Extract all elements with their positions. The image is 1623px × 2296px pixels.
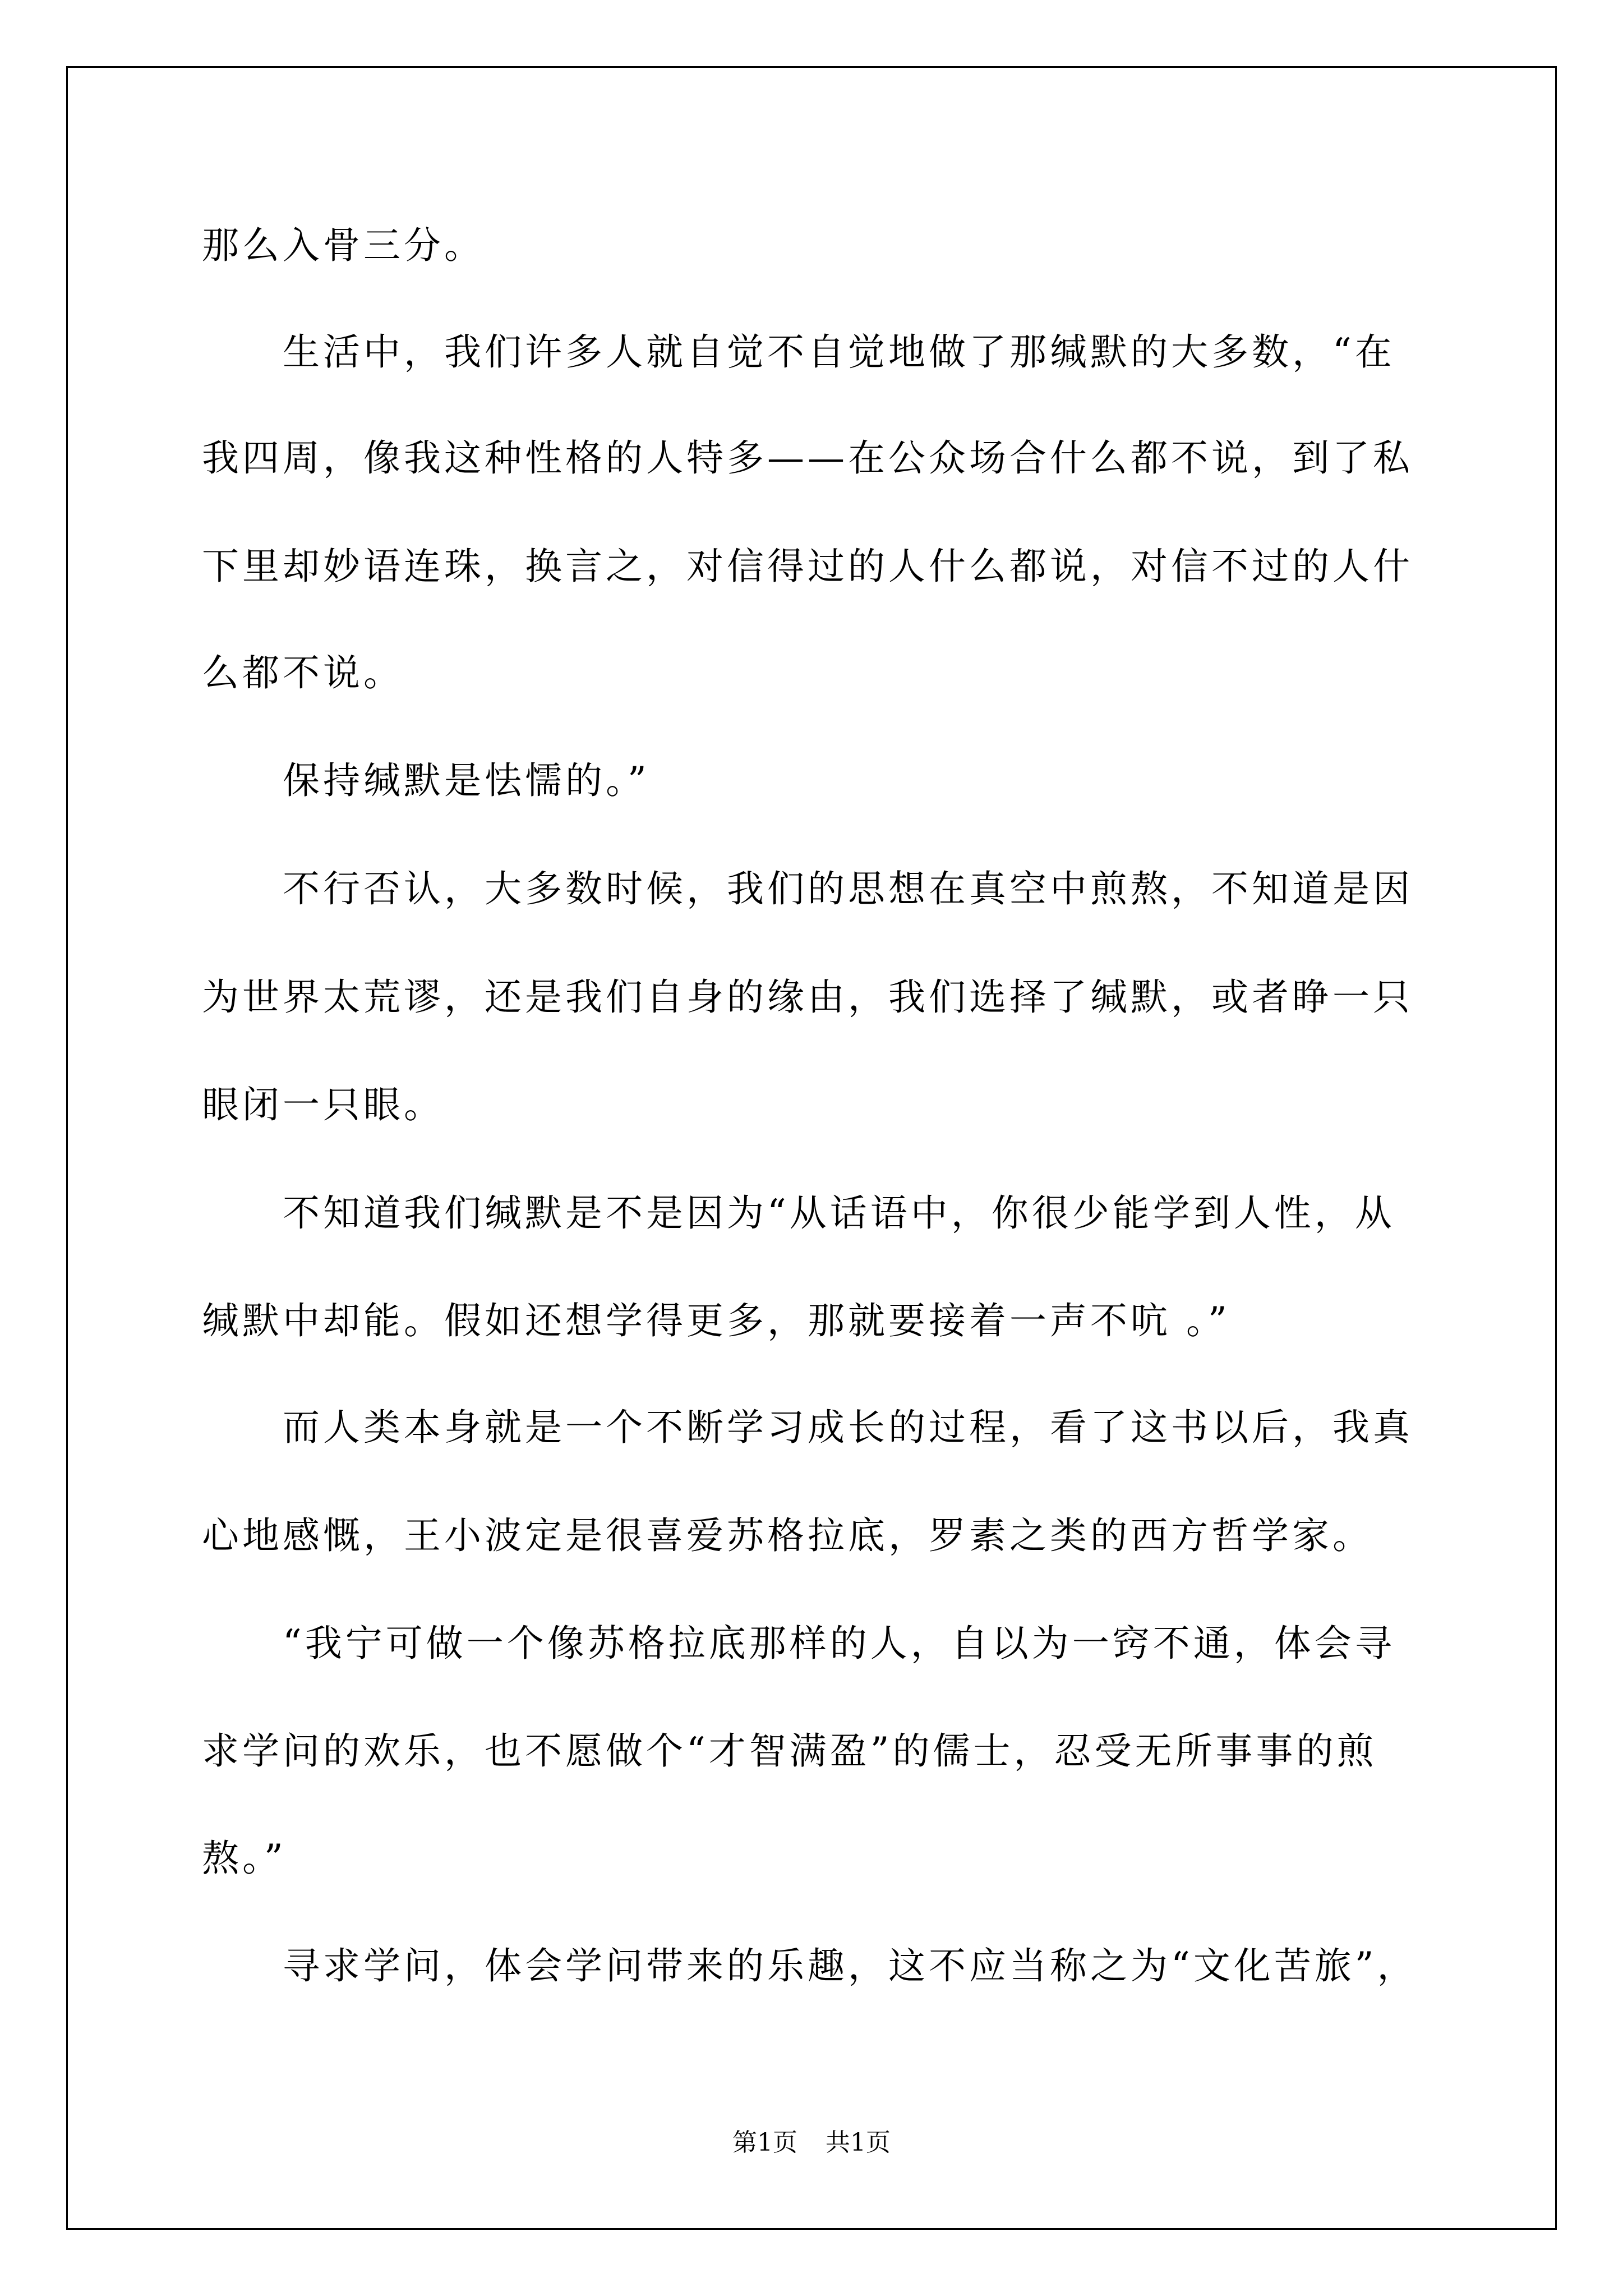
text-line: 不知道我们缄默是不是因为“从话语中，你很少能学到人性，从	[202, 1191, 1395, 1235]
text-line: 我四周，像我这种性格的人特多——在公众场合什么都不说，到了私	[202, 436, 1413, 480]
text-line: 么都不说。	[202, 651, 404, 694]
text-line: 心地感慨，王小波定是很喜爱苏格拉底，罗素之类的西方哲学家。	[202, 1514, 1373, 1557]
page-number-total: 共1页	[826, 2128, 891, 2157]
text-line: 寻求学问，体会学问带来的乐趣，这不应当称之为“文化苦旅”，	[202, 1944, 1418, 1987]
page-footer	[0, 2126, 1623, 2160]
text-line: 那么入骨三分。	[202, 224, 485, 267]
text-line: 生活中，我们许多人就自觉不自觉地做了那缄默的大多数，“在	[202, 330, 1395, 374]
text-line: “我宁可做一个像苏格拉底那样的人，自以为一窍不通，体会寻	[202, 1622, 1395, 1665]
text-line: 而人类本身就是一个不断学习成长的过程，看了这书以后，我真	[202, 1406, 1413, 1449]
text-line: 不行否认，大多数时候，我们的思想在真空中煎熬，不知道是因	[202, 867, 1413, 910]
text-line: 为世界太荒谬，还是我们自身的缘由，我们选择了缄默，或者睁一只	[202, 976, 1413, 1019]
text-line: 缄默中却能。假如还想学得更多，那就要接着一声不吭 。”	[202, 1299, 1230, 1342]
text-line: 求学问的欢乐，也不愿做个“才智满盈”的儒士，忍受无所事事的煎	[202, 1729, 1377, 1773]
text-line: 眼闭一只眼。	[202, 1083, 444, 1126]
text-line: 熬。”	[202, 1837, 287, 1880]
page-number-current: 第1页	[732, 2128, 797, 2157]
page-border	[66, 66, 1557, 2230]
text-line: 下里却妙语连珠，换言之，对信得过的人什么都说，对信不过的人什	[202, 545, 1413, 588]
text-line: 保持缄默是怯懦的。”	[202, 759, 650, 802]
